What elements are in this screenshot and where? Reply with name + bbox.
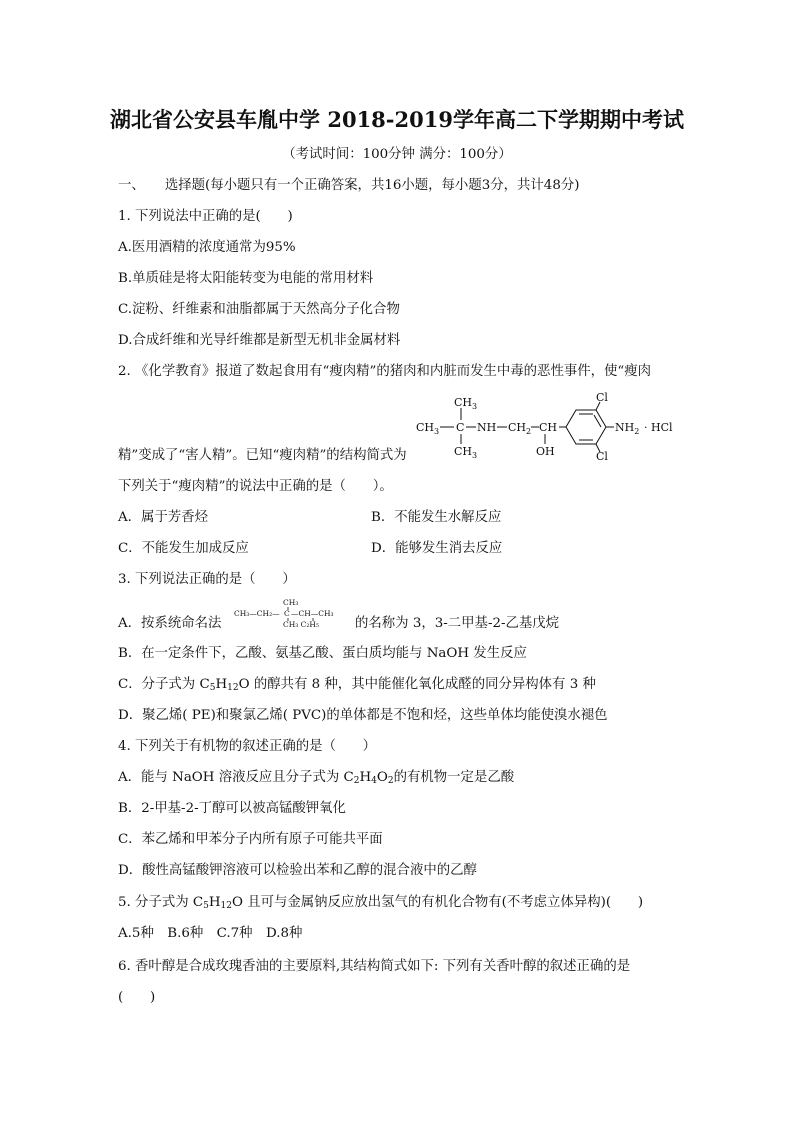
svg-text:CH₃: CH₃ [283,598,299,607]
q3-option-c: C．分子式为 $C_5H_{12}O$ 的醇共有 8 种，其中能催化氧化成醛的同分异构体有 3 种 [118,677,596,693]
svg-text:· HCl: · HCl [644,421,673,434]
q3-option-a-suffix: 的名称为 3，3-二甲基-2-乙基戊烷 [355,616,560,631]
exam-info: （考试时间：100分钟 满分：100分） [282,147,512,162]
svg-text:CH3: $CH_3$ [454,396,478,411]
svg-text:CH3: $CH_3$ [454,445,478,460]
q1-stem: 1. 下列说法中正确的是( ) [118,209,293,224]
q6-stem-line2: ( ) [118,990,156,1005]
q2-option-b: B．不能发生水解反应 [371,510,502,525]
svg-text:CH₃ C₂H₅: CH₃ C₂H₅ [283,620,319,629]
q4-option-b: B．2-甲基-2-丁醇可以被高锰酸钾氧化 [118,801,346,816]
q1-option-d: D.合成纤维和光导纤维都是新型无机非金属材料 [118,333,401,348]
q2-stem-line2: 精”变成了“害人精”。已知“瘦肉精”的结构简式为 [118,448,407,463]
svg-text:CH₃—CH₂—: CH₃—CH₂— [234,609,280,618]
svg-text:CH: CH [539,421,558,434]
svg-text:C: C [284,609,290,618]
q4-option-d: D．酸性高锰酸钾溶液可以检验出苯和乙醇的混合液中的乙醇 [118,863,477,878]
svg-text:NH: NH [477,421,497,434]
svg-text:C: C [456,421,465,434]
q4-stem: 4. 下列关于有机物的叙述正确的是（ ） [118,739,377,754]
q2-stem-line1: 2. 《化学教育》报道了数起食用有“瘦肉精”的猪肉和内脏而发生中毒的恶性事件，使“瘦肉 [118,364,652,379]
q2-option-d: D．能够发生消去反应 [371,541,503,556]
q2-option-c: C．不能发生加成反应 [118,541,249,556]
q1-option-c: C.淀粉、纤维素和油脂都属于天然高分子化合物 [118,302,400,317]
svg-text:NH2: $NH_2$ [615,421,640,436]
svg-text:Cl: Cl [596,391,608,404]
svg-text:CH3: $CH_3$ [416,421,440,436]
q2-option-a: A．属于芳香烃 [118,510,209,525]
q1-option-b: B.单质硅是将太阳能转变为电能的常用材料 [118,271,374,286]
q2-stem-line3: 下列关于“瘦肉精”的说法中正确的是（ ）。 [118,479,393,494]
q5-options: A.5种 B.6种 C.7种 D.8种 [118,926,303,941]
svg-text:CH2: $CH_2$ [508,421,532,436]
svg-text:OH: OH [536,445,555,458]
section-heading: 一、 选择题(每小题只有一个正确答案，共16小题，每小题3分，共计48分) [118,178,580,193]
q3-option-b: B．在一定条件下，乙酸、氨基乙酸、蛋白质均能与 NaOH 发生反应 [118,646,527,661]
q3-stem: 3. 下列说法正确的是（ ） [118,572,296,587]
alkane-structure [233,597,353,629]
q5-stem: 5. 分子式为 $C_5H_{12}O$ 且可与金属钠反应放出氢气的有机化合物有(不考虑立体异构)( ) [118,895,644,911]
q4-option-c: C．苯乙烯和甲苯分子内所有原子可能共平面 [118,832,383,847]
q6-stem-line1: 6. 香叶醇是合成玫瑰香油的主要原料,其结构简式如下: 下列有关香叶醇的叙述正确的是 [118,959,631,974]
clenbuterol-structure [414,390,684,462]
svg-text:Cl: Cl [596,450,608,462]
q3-option-a-prefix: A．按系统命名法 [118,616,222,631]
q4-option-a: A．能与 NaOH 溶液反应且分子式为 $C_2H_4O_2$的有机物一定是乙酸 [118,770,515,786]
svg-text:—CH—CH₃: —CH—CH₃ [291,609,334,618]
page-title: 湖北省公安县车胤中学 2018-2019学年高二下学期期中考试 [110,107,684,132]
q1-option-a: A.医用酒精的浓度通常为95% [118,240,296,255]
q3-option-d: D．聚乙烯( PE)和聚氯乙烯( PVC)的单体都是不饱和烃，这些单体均能使溴水褪色 [118,708,608,723]
